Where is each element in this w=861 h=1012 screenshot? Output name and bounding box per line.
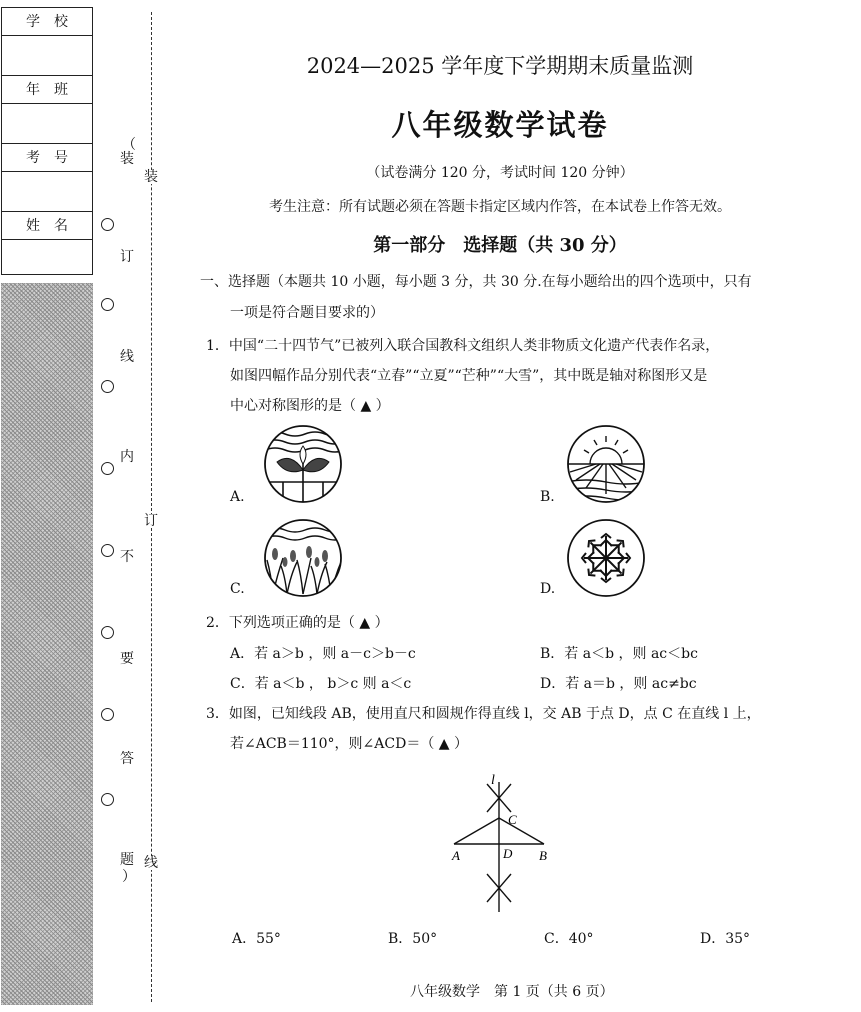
- seal-char: 线: [120, 349, 134, 365]
- field-class-label: 年班: [2, 76, 92, 104]
- field-name-blank[interactable]: [2, 240, 92, 274]
- q3-geometry-figure: [446, 768, 556, 914]
- field-exam-number-label: 考号: [2, 144, 92, 172]
- seal-circle: [101, 626, 114, 639]
- q3-option-a: A．55°: [232, 931, 281, 947]
- field-name-label: 姓名: [2, 212, 92, 240]
- label-a: A: [452, 848, 460, 863]
- seal-circle: [101, 544, 114, 557]
- field-exam-number-blank[interactable]: [2, 172, 92, 212]
- solar-term-figure-d: [566, 518, 646, 598]
- hatched-margin: [1, 283, 93, 1005]
- q1-stem-line3: 中心对称图形的是（ ▲ ）: [230, 398, 390, 414]
- q1-option-d-label: D.: [540, 581, 556, 597]
- label-b: B: [539, 848, 547, 863]
- subject-title: 八年级数学试卷: [391, 108, 609, 142]
- section-intro-cont: 一项是符合题目要求的）: [230, 305, 384, 321]
- seal-char: ）: [122, 869, 136, 885]
- seal-char: 题: [120, 852, 134, 868]
- q2-option-c: C．若 a＜b ， b＞c 则 a＜c: [230, 676, 412, 692]
- q1-stem-line2: 如图四幅作品分别代表“立春”“立夏”“芒种”“大雪”，其中既是轴对称图形又是: [230, 368, 708, 384]
- q1-option-c-label: C.: [230, 581, 245, 597]
- seal-char: （: [122, 137, 136, 153]
- seal-char: 内: [120, 449, 134, 465]
- label-d: D: [503, 846, 513, 861]
- student-info-table: [1, 7, 93, 275]
- q1-stem-line1: 1．中国“二十四节气”已被列入联合国教科文组织人类非物质文化遗产代表作名录，: [206, 338, 720, 354]
- field-class-blank[interactable]: [2, 104, 92, 144]
- binding-char: 装: [144, 169, 158, 185]
- q3-stem-line1: 3．如图，已知线段 AB，使用直尺和圆规作得直线 l，交 AB 于点 D，点 C 在直线 l 上，: [206, 706, 761, 722]
- q3-option-c: C．40°: [544, 931, 594, 947]
- part-title: 第一部分 选择题（共 30 分）: [373, 235, 627, 256]
- q3-option-d: D．35°: [700, 931, 751, 947]
- q2-option-d: D．若 a＝b ，则 ac≠bc: [540, 676, 697, 692]
- binding-dashed-line: [151, 12, 152, 1002]
- seal-circle: [101, 218, 114, 231]
- binding-char: 线: [144, 855, 158, 871]
- seal-circle: [101, 462, 114, 475]
- q1-option-a-label: A.: [230, 489, 245, 505]
- field-school-blank[interactable]: [2, 36, 92, 76]
- exam-notice: 考生注意：所有试题必须在答题卡指定区域内作答，在本试卷上作答无效。: [269, 199, 731, 215]
- exam-meta: （试卷满分 120 分，考试时间 120 分钟）: [366, 165, 634, 181]
- seal-char: 订: [120, 249, 134, 265]
- solar-term-figure-a: [263, 424, 343, 504]
- seal-char: 答: [120, 751, 134, 767]
- section-intro: 一、选择题（本题共 10 小题，每小题 3 分，共 30 分.在每小题给出的四个选项中，只有: [200, 274, 752, 290]
- q2-option-a: A．若 a＞b ，则 a－c＞b－c: [230, 646, 416, 662]
- seal-circle: [101, 708, 114, 721]
- q3-stem-line2: 若∠ACB＝110°，则∠ACD＝（ ▲ ）: [230, 736, 469, 752]
- label-c: C: [508, 812, 517, 827]
- seal-circle: [101, 793, 114, 806]
- seal-circle: [101, 380, 114, 393]
- q2-option-b: B．若 a＜b ，则 ac＜bc: [540, 646, 698, 662]
- solar-term-figure-b: [566, 424, 646, 504]
- seal-circle: [101, 298, 114, 311]
- field-school-label: 学校: [2, 8, 92, 36]
- exam-title: 2024—2025 学年度下学期期末质量监测: [306, 54, 694, 78]
- page-footer: 八年级数学 第 1 页（共 6 页）: [410, 984, 614, 1000]
- seal-char: 要: [120, 651, 134, 667]
- binding-char: 订: [144, 513, 158, 529]
- label-l: l: [491, 773, 495, 788]
- q3-option-b: B．50°: [388, 931, 438, 947]
- solar-term-figure-c: [263, 518, 343, 598]
- seal-char: 装: [120, 151, 134, 167]
- q1-option-b-label: B.: [540, 489, 555, 505]
- q2-stem: 2．下列选项正确的是（ ▲ ）: [206, 615, 389, 631]
- seal-char: 不: [120, 549, 134, 565]
